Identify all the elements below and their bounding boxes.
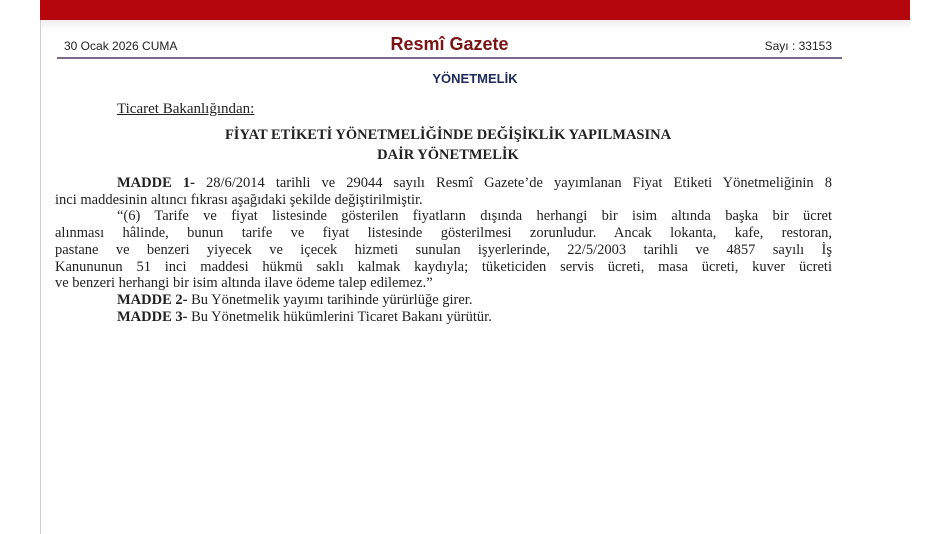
header-shadow xyxy=(41,20,910,30)
article-2 xyxy=(55,292,832,309)
article-label: MADDE 1- xyxy=(117,175,195,191)
text-line: ve benzeri herhangi bir isim altında ilave ödeme talep edilemez.” xyxy=(55,275,433,292)
text-line: Kanununun 51 inci maddesi hükmü saklı kalmak kaydıyla; tüketiciden servis ücreti, masa ücreti, kuver ücreti xyxy=(55,258,832,275)
text-line: 28/6/2014 tarihli ve 29044 sayılı Resmî Gazete’de yayımlanan Fiyat Etiketi Yönetmeliğinin 8 xyxy=(194,175,832,191)
article-text: Bu Yönetmelik yayımı tarihinde yürürlüğe girer. xyxy=(187,291,473,308)
text-line: “(6) Tarife ve fiyat listesinde gösterilen fiyatların dışında herhangi bir isim altında başka bir ücret xyxy=(117,208,832,225)
article-1 xyxy=(55,175,832,192)
header-divider xyxy=(57,57,842,59)
article-label: MADDE 3- xyxy=(117,308,188,325)
section-title: YÖNETMELİK xyxy=(432,71,518,86)
top-bar xyxy=(40,0,910,20)
article-text: Bu Yönetmelik hükümlerini Ticaret Bakanı yürütür. xyxy=(187,308,492,325)
gazette-header xyxy=(57,34,842,58)
text-line: alınması hâlinde, bunun tarife ve fiyat listesinde gösterilmesi zorunludur. Ancak lokanta, kafe, restoran, xyxy=(55,225,832,242)
issue-number: Sayı : 33153 xyxy=(764,39,832,53)
document-body xyxy=(55,175,832,325)
article-3 xyxy=(55,309,832,326)
left-border xyxy=(40,20,41,534)
document-title-line: FİYAT ETİKETİ YÖNETMELİĞİNDE DEĞİŞİKLİK YAPILMASINA xyxy=(224,127,672,143)
issuer: Ticaret Bakanlığından: xyxy=(117,101,255,117)
article-label: MADDE 2- xyxy=(117,291,188,308)
issue-date: 30 Ocak 2026 CUMA xyxy=(64,39,178,53)
gazette-title: Resmî Gazete xyxy=(390,34,509,54)
document-title-line: DAİR YÖNETMELİK xyxy=(377,147,519,163)
text-line: inci maddesinin altıncı fıkrası aşağıdaki şekilde değiştirilmiştir. xyxy=(55,191,423,208)
text-line: pastane ve benzeri yiyecek ve içecek hizmeti sunulan işyerlerinde, 22/5/2003 tarihli ve 4857 sayılı İş xyxy=(55,241,832,258)
document-title xyxy=(0,125,896,165)
